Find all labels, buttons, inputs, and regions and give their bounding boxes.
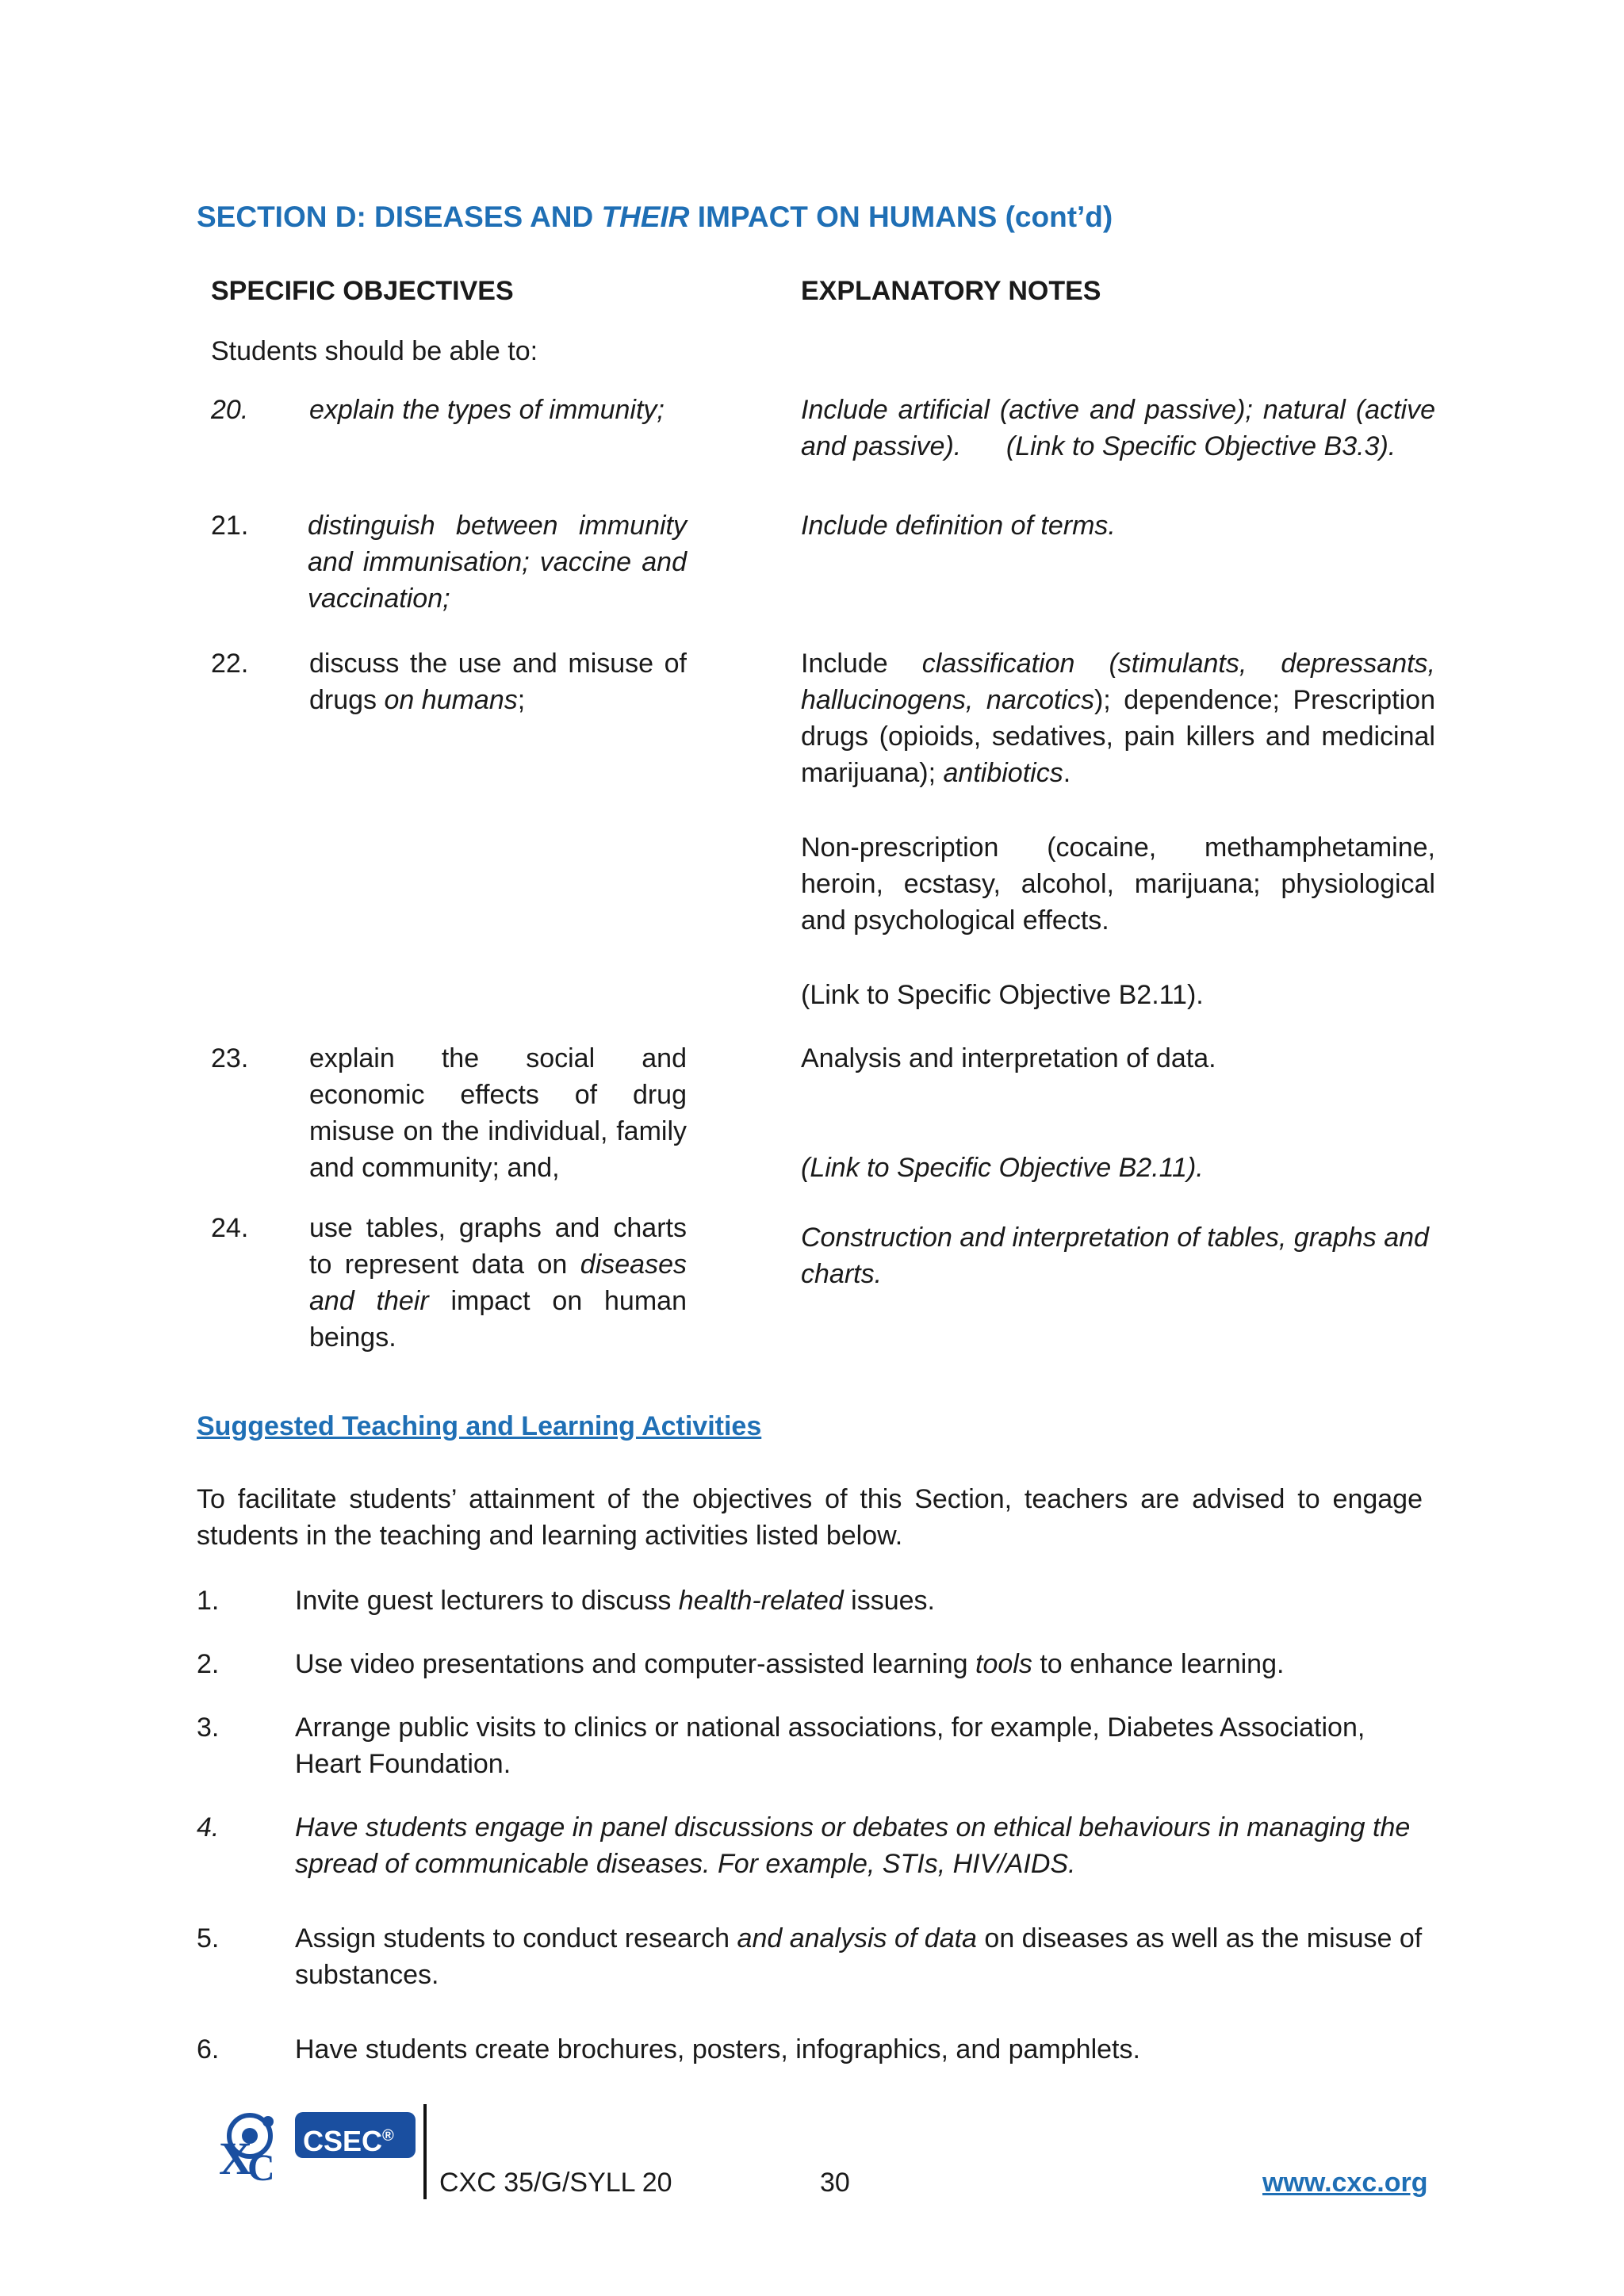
objective-text: distinguish between immunity and immunisation; vaccine and vaccination;	[308, 511, 687, 614]
explanatory-notes-header: EXPLANATORY NOTES	[801, 276, 1101, 306]
objective-text-part: use tables, graphs and charts to represent data on	[309, 1213, 687, 1280]
objective-number: 21.	[211, 511, 249, 541]
cxc-logo	[206, 2104, 420, 2183]
activity-text: Have students engage in panel discussions or debates on ethical behaviours in managing the spread of communicable diseases. For example, STIs, HIV/AIDS.	[295, 1812, 1411, 1879]
explanatory-note: (Link to Specific Objective B2.11).	[801, 1153, 1204, 1183]
csec-logo-text	[303, 2120, 394, 2157]
activity-text-part: on diseases as well as the misuse of substances.	[295, 1923, 1423, 1990]
title-prefix: SECTION D: DISEASES AND	[197, 201, 602, 233]
svg-text:X: X	[219, 2133, 252, 2183]
objective-text: explain the social and economic effects of drug misuse on the individual, family and community; and,	[309, 1043, 687, 1183]
explanatory-note: Analysis and interpretation of data.	[801, 1043, 1216, 1073]
syllabus-code: CXC 35/G/SYLL 20	[439, 2168, 672, 2198]
activity-text-part: to enhance learning.	[1032, 1649, 1285, 1679]
activity-number: 2.	[197, 1649, 220, 1679]
objective-text	[309, 645, 687, 718]
activity-number: 3.	[197, 1712, 220, 1743]
explanatory-note: (Link to Specific Objective B2.11).	[801, 980, 1204, 1010]
page-number: 30	[820, 2168, 850, 2198]
objective-number: 24.	[211, 1213, 249, 1243]
activity-text-emphasis: tools	[975, 1649, 1032, 1679]
activity-text-part: issues.	[843, 1586, 935, 1616]
objective-text-emphasis: diseases and their	[309, 1249, 687, 1316]
note-part: ); dependence; Prescription drugs (opioids, sedatives, pain killers and medicinal marijuana);	[801, 685, 1435, 788]
registered-mark: ®	[382, 2127, 394, 2145]
note-emphasis: antibiotics	[943, 758, 1063, 788]
objective-number: 22.	[211, 649, 249, 679]
explanatory-note: Include artificial (active and passive); natural (active and passive). (Link to Specific Objective B3.3).	[801, 395, 1443, 461]
activities-heading: Suggested Teaching and Learning Activities	[197, 1411, 762, 1441]
objective-text-emphasis: on humans	[384, 685, 518, 715]
objective-text	[309, 1210, 687, 1356]
objective-text-part: ;	[517, 685, 526, 715]
activity-text-part: Invite guest lecturers to discuss	[295, 1586, 679, 1616]
activity-number: 5.	[197, 1923, 220, 1954]
explanatory-note: Construction and interpretation of tables, graphs and charts.	[801, 1223, 1429, 1289]
csec-label: CSEC	[303, 2125, 383, 2157]
website-link[interactable]: www.cxc.org	[1262, 2168, 1428, 2198]
objective-number: 20.	[211, 395, 249, 425]
activity-text-part: Assign students to conduct research	[295, 1923, 737, 1954]
activity-text-part: Use video presentations and computer-assisted learning	[295, 1649, 976, 1679]
activity-text: Have students create brochures, posters, infographics, and pamphlets.	[295, 2034, 1140, 2064]
svg-text:C: C	[247, 2147, 275, 2183]
activities-intro: To facilitate students’ attainment of the objectives of this Section, teachers are advised to engage students in the teaching and learning activities listed below.	[197, 1484, 1423, 1551]
objective-text-part: discuss the use and misuse of drugs	[309, 649, 687, 715]
activity-number: 6.	[197, 2034, 220, 2064]
explanatory-note: Non-prescription (cocaine, methamphetamine, heroin, ecstasy, alcohol, marijuana; physiological and psychological effects.	[801, 832, 1435, 936]
footer-divider	[423, 2104, 427, 2199]
note-part: .	[1063, 758, 1071, 788]
activity-text: Arrange public visits to clinics or national associations, for example, Diabetes Association, Heart Foundation.	[295, 1712, 1365, 1779]
intro-line: Students should be able to:	[211, 336, 538, 366]
activity-text-emphasis: and analysis of data	[737, 1923, 977, 1954]
title-suffix: IMPACT ON HUMANS (cont’d)	[689, 201, 1113, 233]
activity-number: 1.	[197, 1586, 220, 1616]
specific-objectives-header: SPECIFIC OBJECTIVES	[211, 276, 514, 306]
activity-text	[295, 1646, 1445, 1682]
explanatory-note: Include definition of terms.	[801, 511, 1116, 541]
activity-text-emphasis: health-related	[678, 1586, 844, 1616]
section-title	[197, 198, 1465, 236]
objective-text: explain the types of immunity;	[309, 395, 665, 425]
note-emphasis: classification (stimulants, depressants, hallucinogens, narcotics	[801, 649, 1435, 715]
objective-text-part: impact on human beings.	[309, 1286, 687, 1353]
activity-text	[295, 1920, 1445, 1993]
explanatory-note	[801, 645, 1435, 791]
activity-text	[295, 1582, 1445, 1619]
title-emphasis: THEIR	[601, 201, 690, 233]
note-part: Include	[801, 649, 922, 679]
activity-number: 4.	[197, 1812, 220, 1843]
objective-number: 23.	[211, 1043, 249, 1073]
